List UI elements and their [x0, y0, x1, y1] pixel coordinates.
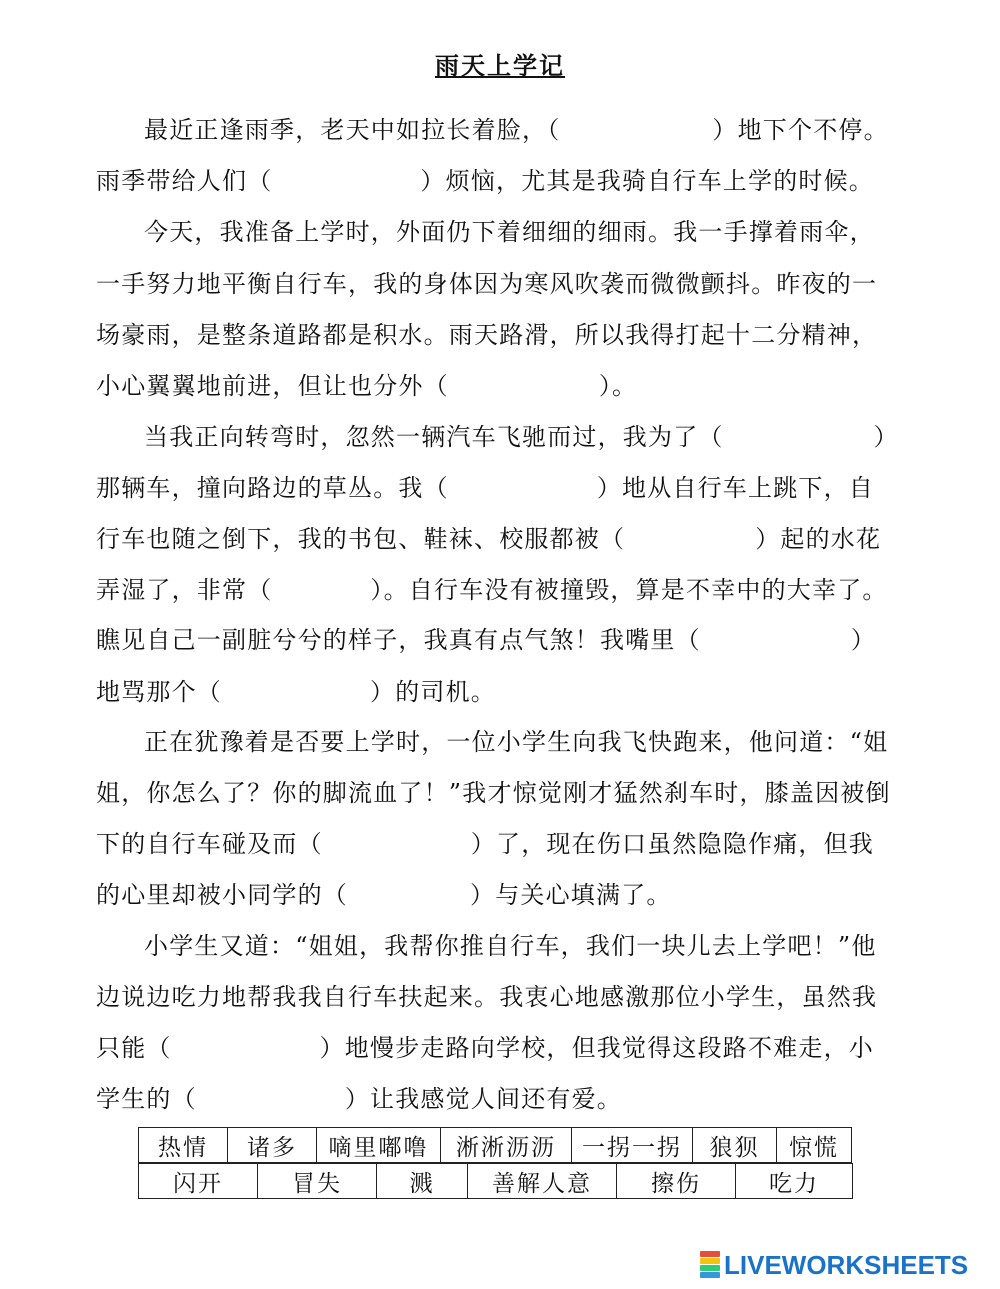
answer-blank[interactable]	[272, 167, 420, 193]
text-line: 当我正向转弯时，忽然一辆汽车飞驰而过，我为了（ ）	[144, 423, 899, 451]
word-bank-cell: 惊慌	[777, 1128, 852, 1163]
word-bank-cell: 闪开	[139, 1164, 258, 1199]
text-line: 的心里却被小同学的（ ）与关心填满了。	[96, 881, 672, 909]
word-bank-cell: 嘀里嘟噜	[317, 1128, 441, 1163]
word-bank-table	[138, 1127, 852, 1163]
answer-blank[interactable]	[272, 576, 370, 602]
word-bank-table	[138, 1163, 853, 1199]
word-bank-cell: 狼狈	[693, 1128, 777, 1163]
answer-blank[interactable]	[560, 116, 712, 142]
text-line: 学生的（ ）让我感觉人间还有爱。	[96, 1085, 623, 1113]
text-line: 那辆车，撞向路边的草丛。我（ ）地从自行车上跳下，自	[96, 474, 875, 502]
logo-icon	[700, 1251, 720, 1279]
answer-blank[interactable]	[323, 830, 471, 856]
answer-blank[interactable]	[449, 474, 597, 500]
text-line: 雨季带给人们（ ）烦恼，尤其是我骑自行车上学的时候。	[96, 167, 875, 195]
word-bank-cell: 溅	[377, 1164, 468, 1199]
text-line: 边说边吃力地帮我我自行车扶起来。我衷心地感激那位小学生，虽然我	[96, 983, 878, 1011]
text-line: 最近正逢雨季，老天中如拉长着脸，（ ）地下个不停。	[144, 116, 889, 144]
word-bank-cell: 擦伤	[617, 1164, 736, 1199]
word-bank-cell: 热情	[139, 1128, 228, 1163]
answer-blank[interactable]	[701, 626, 851, 652]
answer-blank[interactable]	[348, 881, 470, 907]
text-line: 瞧见自己一副脏兮兮的样子，我真有点气煞！我嘴里（ ）	[96, 626, 877, 654]
word-bank-cell: 淅淅沥沥	[441, 1128, 572, 1163]
answer-blank[interactable]	[724, 423, 874, 449]
text-line: 只能（ ）地慢步走路向学校，但我觉得这段路不难走，小	[96, 1034, 875, 1062]
word-bank-cell: 一拐一拐	[572, 1128, 693, 1163]
word-bank-cell: 善解人意	[468, 1164, 617, 1199]
answer-blank[interactable]	[625, 525, 755, 551]
text-line: 姐，你怎么了？你的脚流血了！”我才惊觉刚才猛然刹车时，膝盖因被倒	[96, 779, 891, 807]
text-line: 地骂那个（ ）的司机。	[96, 678, 496, 706]
text-line: 场豪雨，是整条道路都是积水。雨天路滑，所以我得打起十二分精神，	[96, 321, 878, 349]
word-bank-row	[139, 1164, 853, 1199]
worksheet-title: 雨天上学记	[435, 51, 565, 80]
liveworksheets-logo[interactable]	[700, 1250, 968, 1280]
word-bank-cell: 吃力	[736, 1164, 853, 1199]
answer-blank[interactable]	[449, 372, 599, 398]
answer-blank[interactable]	[197, 1085, 345, 1111]
text-line: 弄湿了，非常（ ）。自行车没有被撞毁，算是不幸中的大幸了。	[96, 576, 888, 604]
text-line: 下的自行车碰及而（ ）了，现在伤口虽然隐隐作痛，但我	[96, 830, 875, 858]
logo-text: LIVEWORKSHEETS	[724, 1249, 969, 1280]
text-line: 正在犹豫着是否要上学时，一位小学生向我飞快跑来，他问道：“姐	[144, 728, 889, 756]
text-line: 今天，我准备上学时，外面仍下着细细的细雨。我一手撑着雨伞，	[144, 218, 875, 246]
answer-blank[interactable]	[172, 1034, 320, 1060]
word-bank-cell: 冒失	[258, 1164, 377, 1199]
text-line: 行车也随之倒下，我的书包、鞋袜、校服都被（ ）起的水花	[96, 525, 882, 553]
word-bank-row	[139, 1128, 852, 1163]
text-line: 小心翼翼地前进，但让也分外（ ）。	[96, 372, 638, 400]
text-line: 一手努力地平衡自行车，我的身体因为寒风吹袭而微微颤抖。昨夜的一	[96, 270, 878, 298]
text-line: 小学生又道：“姐姐，我帮你推自行车，我们一块儿去上学吧！”他	[144, 932, 877, 960]
word-bank-cell: 诸多	[228, 1128, 317, 1163]
answer-blank[interactable]	[222, 678, 370, 704]
